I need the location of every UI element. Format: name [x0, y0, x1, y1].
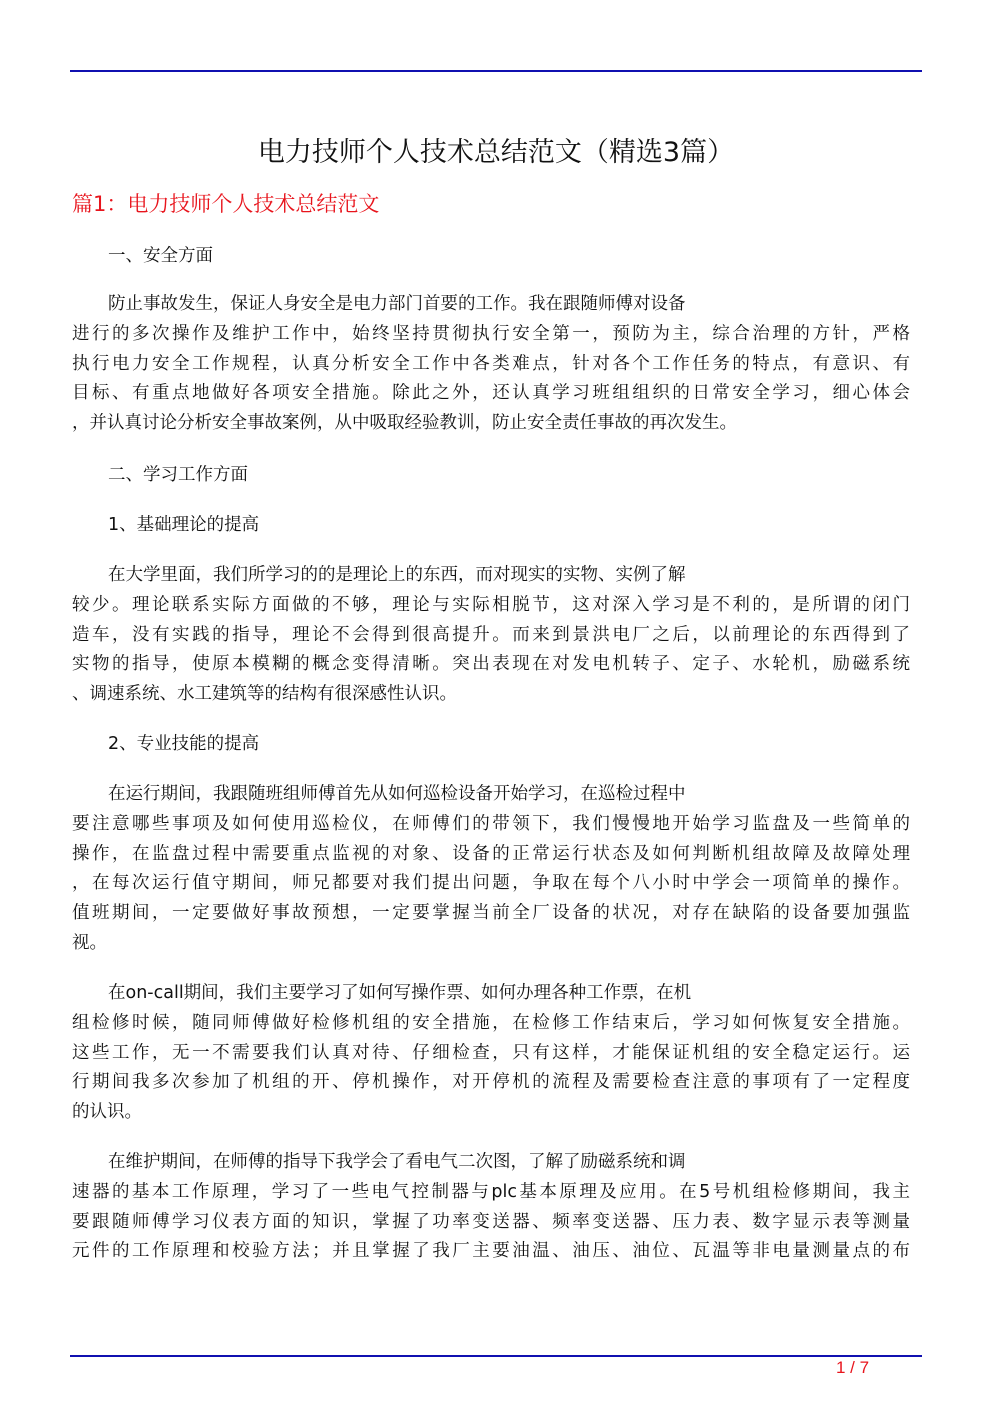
paragraph-line: 造车，没有实践的指导，理论不会得到很高提升。而来到景洪电厂之后，以前理论的东西得到了: [72, 624, 910, 645]
paragraph-line: 在维护期间，在师傅的指导下我学会了看电气二次图，了解了励磁系统和调: [108, 1152, 686, 1172]
paragraph-line: 进行的多次操作及维护工作中，始终坚持贯彻执行安全第一，预防为主，综合治理的方针，严格: [72, 323, 910, 344]
page-number: 1 / 7: [836, 1358, 870, 1377]
paragraph-line: 行期间我多次参加了机组的开、停机操作，对开停机的流程及需要检查注意的事项有了一定程度: [72, 1072, 910, 1093]
paragraph-line: 、调速系统、水工建筑等的结构有很深感性认识。: [72, 684, 457, 705]
paragraph-line: 这些工作，无一不需要我们认真对待、仔细检查，只有这样，才能保证机组的安全稳定运行。运: [72, 1042, 910, 1063]
paragraph-line: 在运行期间，我跟随班组师傅首先从如何巡检设备开始学习，在巡检过程中: [108, 784, 686, 804]
paragraph-line: ，并认真讨论分析安全事故案例，从中吸取经验教训，防止安全责任事故的再次发生。: [72, 413, 737, 434]
paragraph-line: 较少。理论联系实际方面做的不够，理论与实际相脱节，这对深入学习是不利的，是所谓的闭门: [72, 594, 910, 615]
footer-rule: [70, 1355, 922, 1357]
paragraph-line: 要注意哪些事项及如何使用巡检仪，在师傅们的带领下，我们慢慢地开始学习监盘及一些简单的: [72, 813, 910, 834]
subheading: 2、专业技能的提高: [108, 734, 260, 754]
paragraph-line: 视。: [72, 933, 107, 953]
paragraph-line: ，在每次运行值守期间，师兄都要对我们提出问题，争取在每个八小时中学会一项简单的操作。: [72, 873, 910, 894]
paragraph-line: 元件的工作原理和校验方法；并且掌握了我厂主要油温、油压、油位、瓦温等非电量测量点的布: [72, 1241, 910, 1262]
subheading: 二、学习工作方面: [108, 465, 248, 485]
paragraph-line: 目标、有重点地做好各项安全措施。除此之外，还认真学习班组组织的日常安全学习，细心体会: [72, 383, 910, 404]
paragraph-line: 的认识。: [72, 1102, 142, 1123]
paragraph-line: 速器的基本工作原理，学习了一些电气控制器与plc基本原理及应用。在5号机组检修期间，我主: [72, 1181, 910, 1202]
paragraph-line: 防止事故发生，保证人身安全是电力部门首要的工作。我在跟随师傅对设备: [108, 294, 686, 314]
subheading: 一、安全方面: [108, 246, 213, 266]
section-heading: 篇1：电力技师个人技术总结范文: [72, 192, 380, 216]
paragraph-line: 在on-call期间，我们主要学习了如何写操作票、如何办理各种工作票，在机: [108, 983, 692, 1003]
document-title: 电力技师个人技术总结范文（精选3篇）: [257, 137, 735, 168]
header-rule: [70, 70, 922, 72]
paragraph-line: 在大学里面，我们所学习的的是理论上的东西，而对现实的实物、实例了解: [108, 565, 686, 585]
paragraph-line: 实物的指导，使原本模糊的概念变得清晰。突出表现在对发电机转子、定子、水轮机，励磁系统: [72, 654, 910, 675]
paragraph-line: 要跟随师傅学习仪表方面的知识，掌握了功率变送器、频率变送器、压力表、数字显示表等测量: [72, 1211, 910, 1232]
subheading: 1、基础理论的提高: [108, 515, 260, 535]
paragraph-line: 执行电力安全工作规程，认真分析安全工作中各类难点，针对各个工作任务的特点，有意识、有: [72, 353, 910, 374]
paragraph-line: 值班期间，一定要做好事故预想，一定要掌握当前全厂设备的状况，对存在缺陷的设备要加强监: [72, 903, 910, 924]
paragraph-line: 组检修时候，随同师傅做好检修机组的安全措施，在检修工作结束后，学习如何恢复安全措施。: [72, 1012, 910, 1033]
paragraph-line: 操作，在监盘过程中需要重点监视的对象、设备的正常运行状态及如何判断机组故障及故障处理: [72, 843, 910, 864]
